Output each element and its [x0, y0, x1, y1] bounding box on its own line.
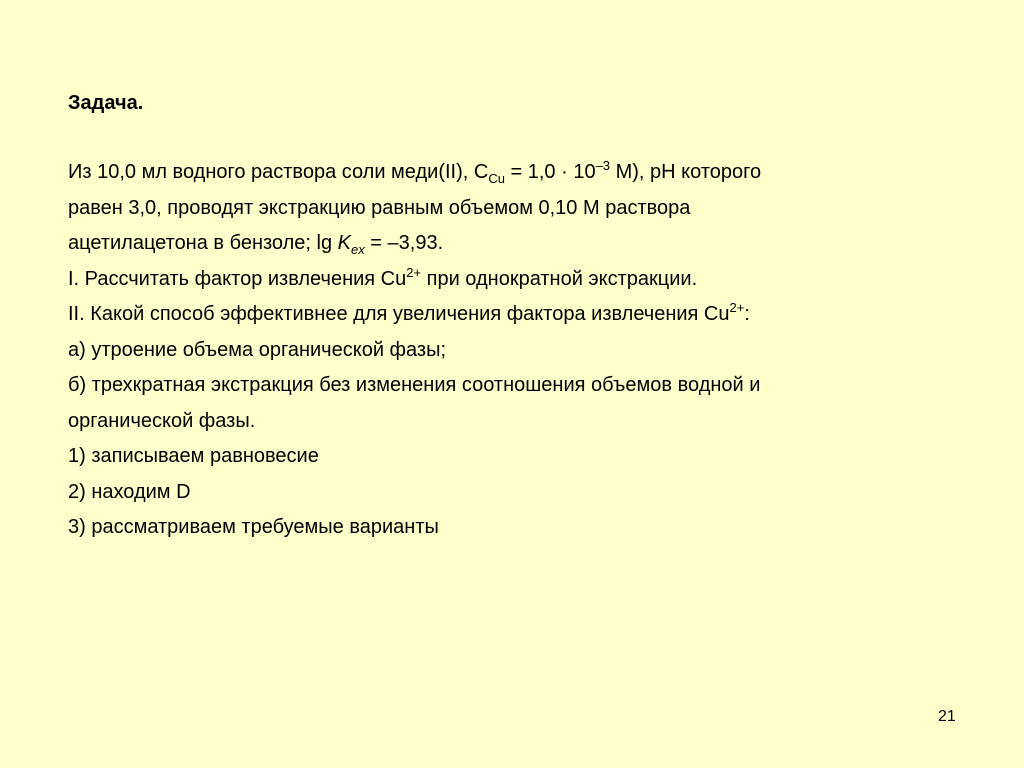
text-line-11: 3) рассматриваем требуемые варианты [68, 516, 439, 538]
line1-pre: Из 10,0 мл водного раствора соли меди(II), С [68, 161, 489, 183]
superscript-charge: 2+ [406, 264, 422, 280]
text-line-6: а) утроение объема органической фазы; [68, 338, 446, 361]
line4-pre: I. Рассчитать фактор извлечения Cu [68, 267, 407, 290]
text-line-2: равен 3,0, проводят экстракцию равным объемом 0,10 М раствора [68, 196, 691, 219]
text-line-9: 1) записываем равновесие [68, 445, 319, 467]
page-number: 21 [938, 708, 956, 725]
line1-mid: = 1,0 · 10 [504, 161, 596, 183]
superscript-exponent: –3 [595, 158, 611, 173]
text-line-5 [68, 297, 968, 333]
slide-title: Задача. [68, 92, 144, 114]
text-line-1 [68, 155, 968, 191]
line3-pre: ацетилацетона в бензоле; lg [68, 232, 338, 254]
text-line-7: б) трехкратная экстракция без изменения соотношения объемов водной и [68, 374, 761, 396]
k-symbol: K [337, 232, 351, 254]
problem-text [68, 155, 968, 546]
text-line-10: 2) находим D [68, 480, 191, 503]
line3-post: = –3,93. [364, 232, 444, 254]
superscript-charge: 2+ [729, 300, 745, 315]
line5-pre: II. Какой способ эффективнее для увеличения фактора извлечения Cu [68, 303, 730, 325]
text-line-3 [68, 226, 968, 262]
line5-post: : [744, 303, 750, 325]
text-line-4 [68, 262, 968, 298]
subscript-cu: Cu [488, 171, 505, 186]
text-line-8: органической фазы. [68, 409, 256, 432]
line1-post: M), pH которого [610, 161, 762, 183]
subscript-ex: ex [351, 242, 365, 257]
line4-post: при однократной экстракции. [421, 267, 698, 290]
